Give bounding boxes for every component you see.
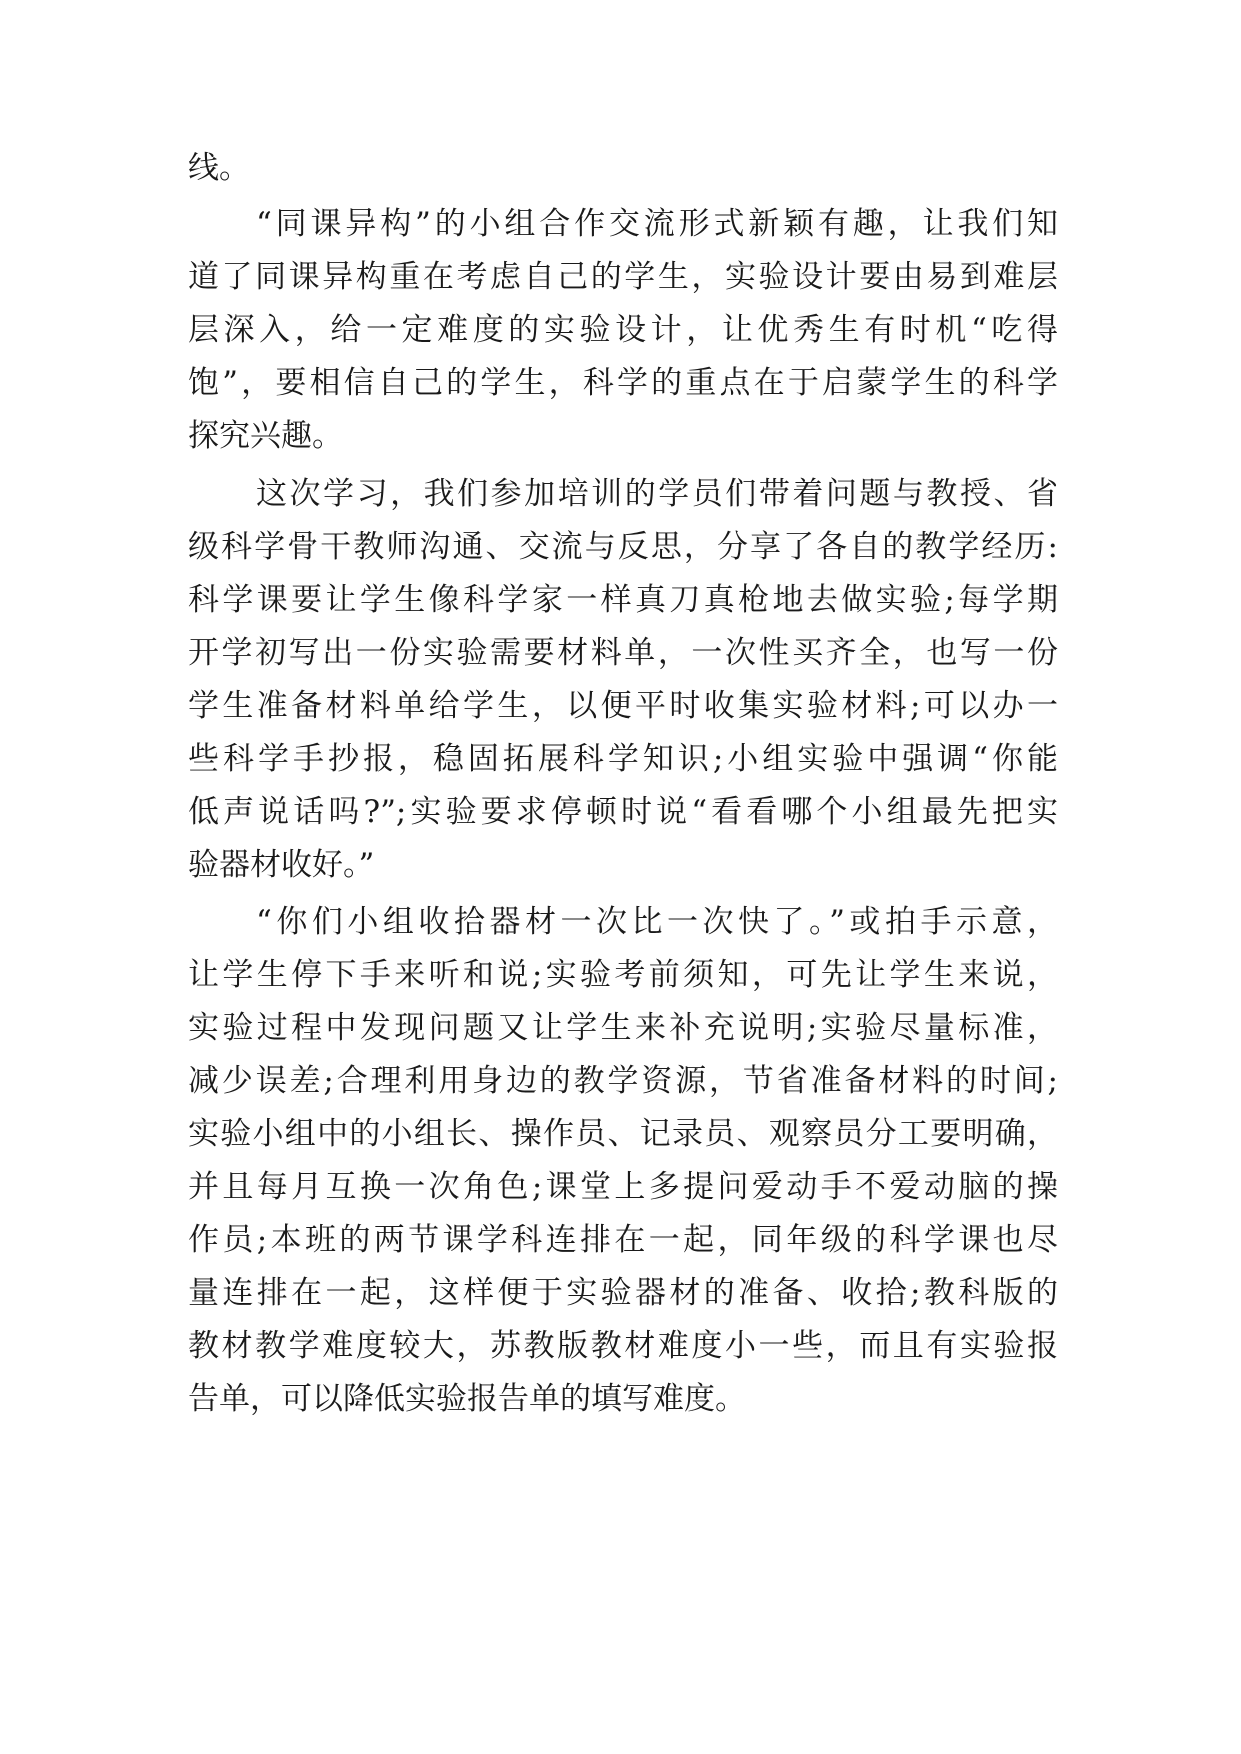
text-line: 道了同课异构重在考虑自己的学生，实验设计要由易到难层 [188, 259, 1058, 295]
text-line: 量连排在一起，这样便于实验器材的准备、收拾;教科版的 [188, 1275, 1058, 1311]
text-line: 这次学习，我们参加培训的学员们带着问题与教授、省 [256, 476, 1058, 512]
text-line: 科学课要让学生像科学家一样真刀真枪地去做实验;每学期 [188, 582, 1058, 618]
text-line: 作员;本班的两节课学科连排在一起，同年级的科学课也尽 [188, 1222, 1058, 1258]
text-line: 实验小组中的小组长、操作员、记录员、观察员分工要明确， [188, 1116, 1058, 1152]
text-line: 教材教学难度较大，苏教版教材难度小一些，而且有实验报 [188, 1328, 1058, 1364]
text-line: 探究兴趣。 [188, 418, 343, 454]
text-line: 级科学骨干教师沟通、交流与反思，分享了各自的教学经历: [188, 529, 1058, 565]
text-line: 低声说话吗?”;实验要求停顿时说“看看哪个小组最先把实 [188, 794, 1058, 830]
text-line: 实验过程中发现问题又让学生来补充说明;实验尽量标准， [188, 1010, 1058, 1046]
text-line: 饱”，要相信自己的学生，科学的重点在于启蒙学生的科学 [188, 365, 1058, 401]
text-line: “同课异构”的小组合作交流形式新颖有趣，让我们知 [256, 206, 1058, 242]
text-line: 开学初写出一份实验需要材料单，一次性买齐全，也写一份 [188, 635, 1058, 671]
text-line: 些科学手抄报，稳固拓展科学知识;小组实验中强调“你能 [188, 741, 1058, 777]
text-line: 学生准备材料单给学生，以便平时收集实验材料;可以办一 [188, 688, 1058, 724]
text-line: 减少误差;合理利用身边的教学资源，节省准备材料的时间; [188, 1063, 1058, 1099]
text-line: 层深入，给一定难度的实验设计，让优秀生有时机“吃得 [188, 312, 1058, 348]
text-line: “你们小组收拾器材一次比一次快了。”或拍手示意， [256, 904, 1058, 940]
text-line: 线。 [188, 150, 250, 186]
text-line: 告单，可以降低实验报告单的填写难度。 [188, 1381, 746, 1417]
text-line: 并且每月互换一次角色;课堂上多提问爱动手不爱动脑的操 [188, 1169, 1058, 1205]
text-line: 验器材收好。” [188, 847, 375, 883]
text-line: 让学生停下手来听和说;实验考前须知，可先让学生来说， [188, 957, 1058, 993]
